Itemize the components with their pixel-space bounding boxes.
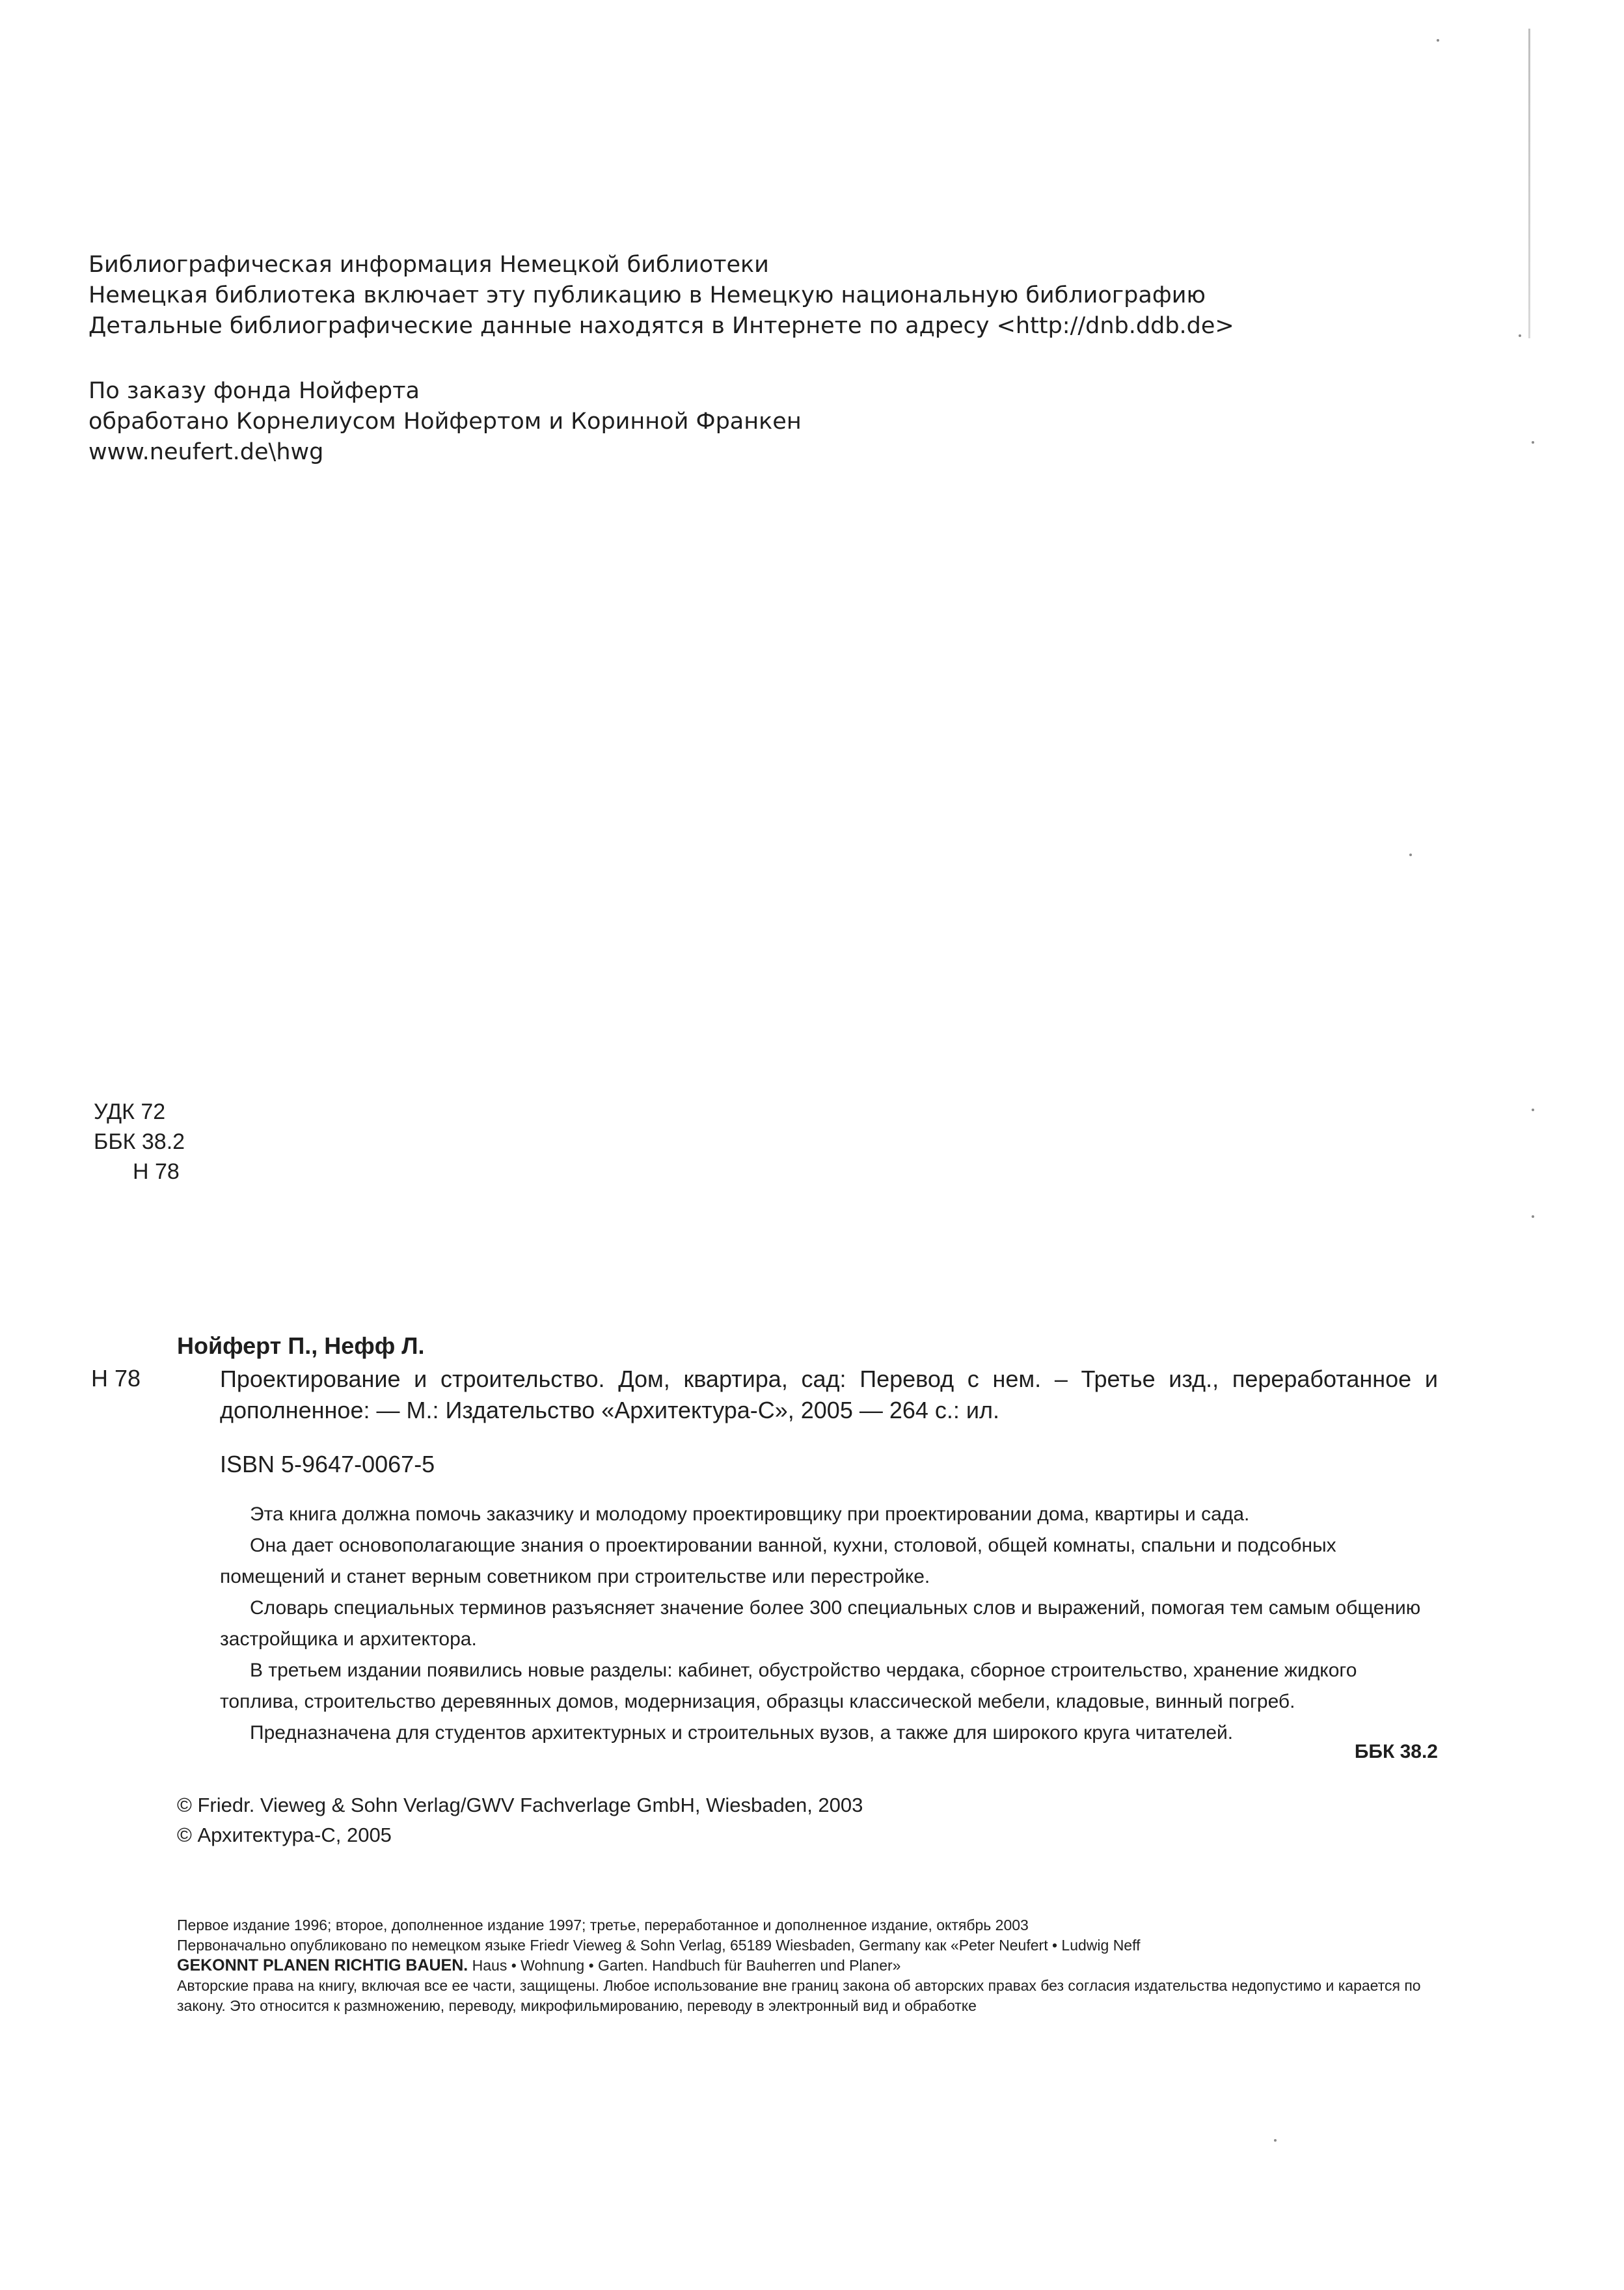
original-title: GEKONNT PLANEN RICHTIG BAUEN.	[177, 1956, 468, 1974]
scan-speck	[1274, 2139, 1277, 2142]
scan-speck	[1532, 1109, 1534, 1111]
biblio-line: Немецкая библиотека включает эту публикацию в Немецкую национальную библиографию	[88, 282, 1206, 308]
foundation-line: обработано Корнелиусом Нойфертом и Коринной Франкен	[88, 409, 802, 435]
scan-speck	[1409, 854, 1412, 856]
foundation-info	[88, 376, 802, 468]
bbk-code: ББК 38.2	[94, 1129, 185, 1154]
abstract-paragraph: Эта книга должна помочь заказчику и молодому проектировщику при проектировании дома, квартиры и сада.	[250, 1503, 1250, 1525]
card-title: Проектирование и строительство. Дом, квартира, сад: Перевод с нем. – Третье изд., переработанное и дополненное: — М.: Издательство «Архитектура-С», 2005 — 264 с.: ил.	[220, 1366, 1438, 1423]
copyright-line: © Архитектура-С, 2005	[177, 1824, 392, 1846]
udk-code: УДК 72	[94, 1099, 166, 1124]
imprint-original: Первоначально опубликовано по немецком языке Friedr Vieweg & Sohn Verlag, 65189 Wiesbaden, Germany как «Peter Neufert • Ludwig Neff	[177, 1937, 1141, 1954]
bibliographic-info	[88, 250, 1234, 342]
copyright-line: © Friedr. Vieweg & Sohn Verlag/GWV Fachverlage GmbH, Wiesbaden, 2003	[177, 1794, 863, 1816]
scan-edge-line	[1528, 29, 1530, 338]
scan-speck	[1437, 39, 1439, 42]
imprint-editions: Первое издание 1996; второе, дополненное издание 1997; третье, переработанное и дополненное издание, октябрь 2003	[177, 1917, 1029, 1933]
card-abstract	[220, 1499, 1438, 1749]
biblio-line: Библиографическая информация Немецкой библиотеки	[88, 252, 769, 278]
abstract-paragraph: Она дает основополагающие знания о проектировании ванной, кухни, столовой, общей комнаты, спальни и подсобных помещений и станет верным советником при строительстве или перестройке.	[220, 1535, 1336, 1587]
foundation-line: По заказу фонда Нойферта	[88, 378, 420, 404]
card-authors: Нойферт П., Нефф Л.	[177, 1332, 425, 1359]
imprint-block	[177, 1915, 1452, 2016]
card-isbn: ISBN 5-9647-0067-5	[220, 1451, 435, 1477]
abstract-paragraph: Предназначена для студентов архитектурных и строительных вузов, а также для широкого круга читателей.	[250, 1722, 1234, 1744]
scan-speck	[1532, 1215, 1534, 1218]
biblio-line: Детальные библиографические данные находятся в Интернете по адресу <http://dnb.ddb.de>	[88, 313, 1234, 339]
foundation-url: www.neufert.de\hwg	[88, 439, 324, 465]
classification-codes	[94, 1097, 185, 1187]
imprint-original-title	[177, 1956, 1452, 1976]
scan-speck	[1519, 334, 1521, 337]
abstract-paragraph: В третьем издании появились новые разделы: кабинет, обустройство чердака, сборное строительство, хранение жидкого топлива, строительство деревянных домов, модернизация, образцы классической мебели, кладовые, винный погреб.	[220, 1660, 1357, 1712]
copyright-block	[177, 1790, 863, 1850]
scan-speck	[1532, 441, 1534, 444]
abstract-paragraph: Словарь специальных терминов разъясняет значение более 300 специальных слов и выражений, помогая тем самым общению застройщика и архитектора.	[220, 1597, 1421, 1650]
card-bbk: ББК 38.2	[1354, 1741, 1438, 1762]
imprint-rights: Авторские права на книгу, включая все ее части, защищены. Любое использование вне границ закона об авторских правах без согласия издательства недопустимо и карается по закону. Это относится к размножению, переводу, микрофильмированию, переводу в электронный вид и обработке	[177, 1977, 1421, 2014]
original-subtitle: Haus • Wohnung • Garten. Handbuch für Bauherren und Planer»	[468, 1957, 901, 1974]
card-author-sign: Н 78	[91, 1365, 141, 1392]
author-sign: Н 78	[133, 1159, 180, 1184]
